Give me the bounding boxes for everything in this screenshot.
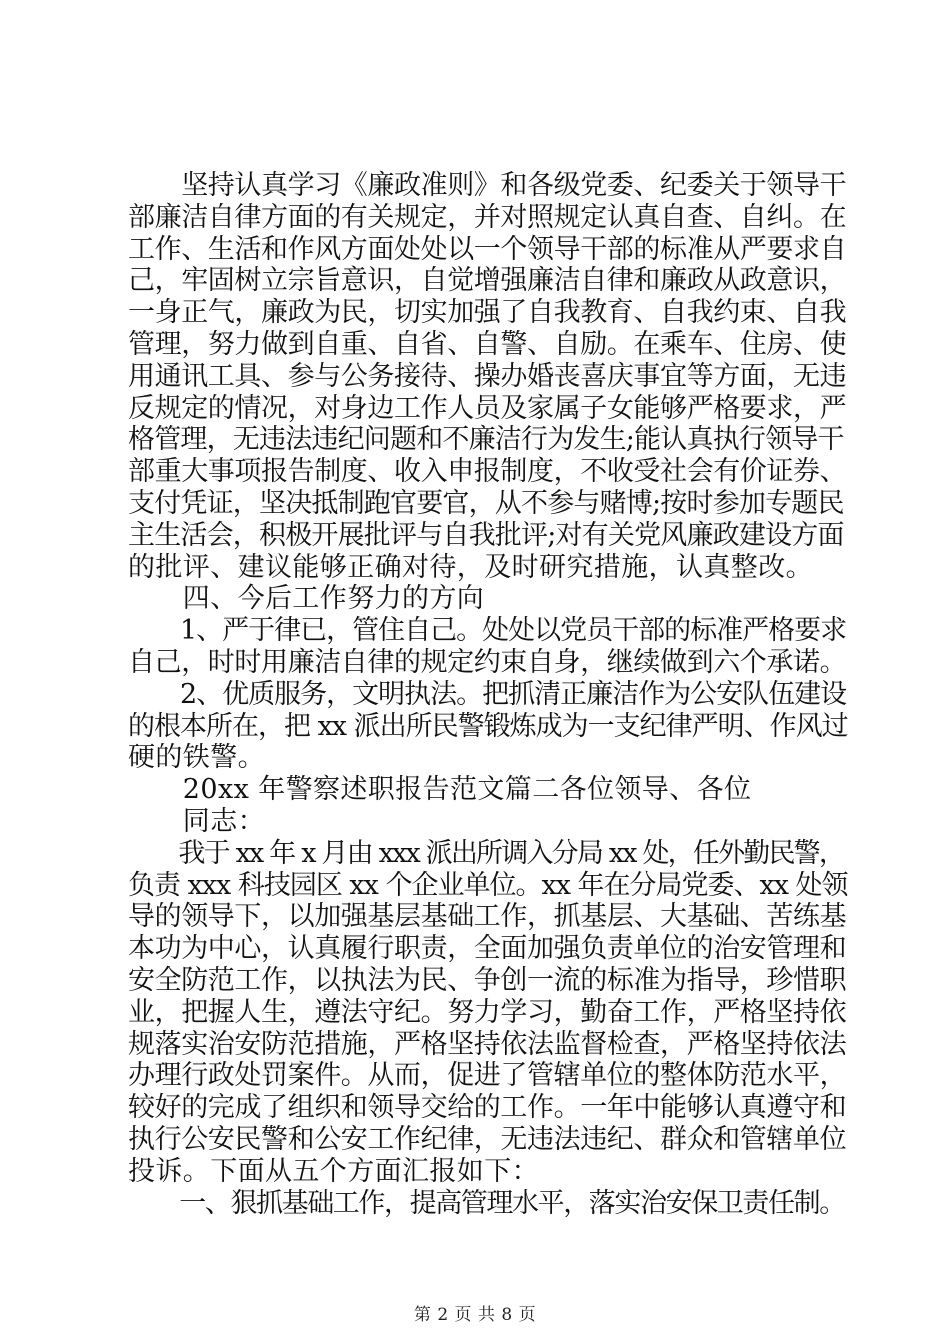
text-line: 的根本所在，把 xx 派出所民警锻炼成为一支纪律严明、作风过 [128,710,848,742]
text-line: 一身正气，廉政为民，切实加强了自我教育、自我约束、自我 [128,297,847,329]
text-line: 较好的完成了组织和领导交给的工作。一年中能够认真遵守和 [128,1092,847,1124]
text-line: 工作、生活和作风方面处处以一个领导干部的标准从严要求自 [128,233,847,265]
section-heading: 一、狠抓基础工作，提高管理水平，落实治安保卫责任制。 [128,1187,845,1219]
page-footer: 第 2 页 共 8 页 [413,1305,537,1325]
text-line: 管理，努力做到自重、自省、自警、自励。在乘车、住房、使 [128,329,847,360]
text-line: 安全防范工作，以执法为民、争创一流的标准为指导，珍惜职 [128,965,847,996]
text-line: 本功为中心，认真履行职责，全面加强负责单位的治安管理和 [128,933,847,965]
text-line: 部廉洁自律方面的有关规定，并对照规定认真自查、自纠。在 [128,201,847,233]
text-line: 部重大事项报告制度、收入申报制度，不收受社会有价证券、 [128,456,847,488]
text-line: 反规定的情况，对身边工作人员及家属子女能够严格要求，严 [128,392,847,424]
text-line: 导的领导下，以加强基层基础工作，抓基层、大基础、苦练基 [128,901,847,933]
text-line: 坚持认真学习《廉政准则》和各级党委、纪委关于领导干 [128,170,847,201]
section-heading: 四、今后工作努力的方向 [128,583,485,615]
text-line: 格管理，无违法违纪问题和不廉洁行为发生;能认真执行领导干 [128,424,844,456]
text-line: 主生活会，积极开展批评与自我批评;对有关党风廉政建设方面 [128,519,844,551]
text-line: 支付凭证，坚决抵制跑官要官，从不参与赌博;按时参加专题民 [128,488,844,519]
text-line: 业，把握人生，遵法守纪。努力学习，勤奋工作，严格坚持依 [128,996,847,1028]
text-line: 用通讯工具、参与公务接待、操办婚丧喜庆事宜等方面，无违 [128,360,847,392]
text-line: 我于 xx 年 x 月由 xxx 派出所调入分局 xx 处，任外勤民警， [128,837,845,869]
text-line: 的批评、建议能够正确对待，及时研究措施，认真整改。 [128,551,813,583]
text-line: 投诉。下面从五个方面汇报如下： [128,1155,539,1187]
text-line: 规落实治安防范措施，严格坚持依法监督检查，严格坚持依法 [128,1028,847,1060]
text-line: 硬的铁警。 [128,742,265,774]
text-line: 20xx 年警察述职报告范文篇二各位领导、各位 [128,774,752,806]
text-line: 执行公安民警和公安工作纪律，无违法违纪、群众和管辖单位 [128,1124,847,1155]
text-line: 同志： [128,806,265,837]
text-line: 己，牢固树立宗旨意识，自觉增强廉洁自律和廉政从政意识， [128,265,847,297]
text-line: 1、严于律已，管住自己。处处以党员干部的标准严格要求 [128,615,847,647]
text-line: 自己，时时用廉洁自律的规定约束自身，继续做到六个承诺。 [128,647,847,678]
text-line: 2、优质服务，文明执法。把抓清正廉洁作为公安队伍建设 [128,678,847,710]
text-line: 负责 xxx 科技园区 xx 个企业单位。xx 年在分局党委、xx 处领 [128,869,848,901]
text-line: 办理行政处罚案件。从而，促进了管辖单位的整体防范水平， [128,1060,847,1092]
